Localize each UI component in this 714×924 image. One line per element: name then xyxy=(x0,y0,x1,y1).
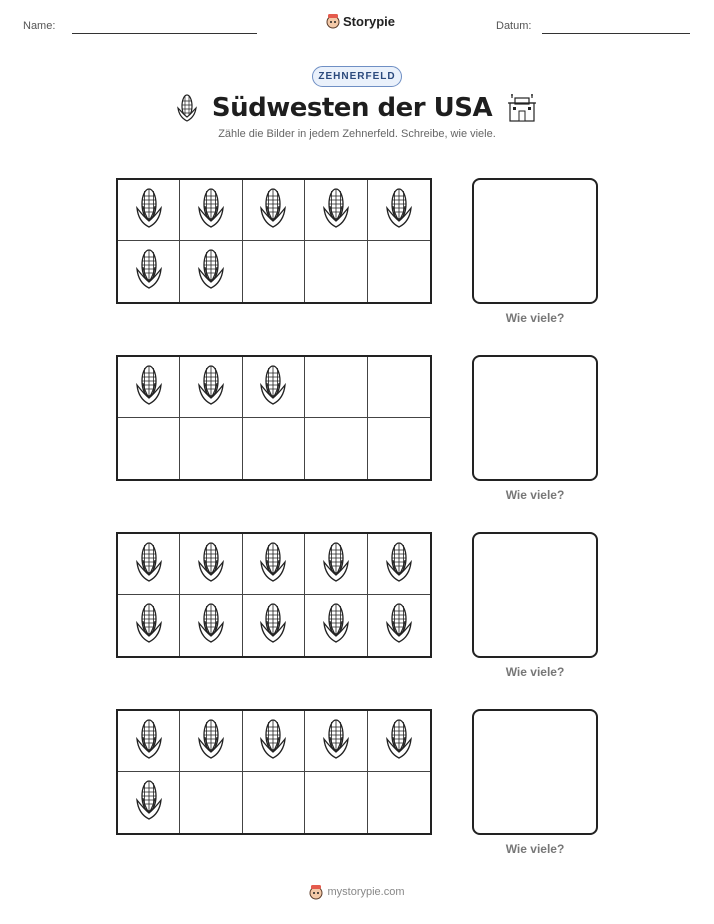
instructions: Zähle die Bilder in jedem Zehnerfeld. Schreibe, wie viele. xyxy=(218,128,496,140)
ten-frame-cell xyxy=(305,534,367,595)
corn-icon xyxy=(321,540,351,589)
ten-frame-cell xyxy=(180,357,242,418)
ten-frame-exercise xyxy=(0,355,714,515)
corn-icon xyxy=(258,186,288,235)
ten-frame-exercise xyxy=(0,709,714,869)
storypie-mascot-icon xyxy=(309,884,323,900)
corn-icon xyxy=(196,717,226,766)
corn-icon xyxy=(196,186,226,235)
ten-frame-cell xyxy=(180,772,242,833)
corn-icon xyxy=(134,601,164,650)
corn-icon xyxy=(134,247,164,296)
brand-logo xyxy=(326,13,395,29)
ten-frame-cell xyxy=(305,772,367,833)
corn-icon xyxy=(384,186,414,235)
corn-icon xyxy=(321,601,351,650)
ten-frame-cell xyxy=(243,418,305,479)
footer-url: mystorypie.com xyxy=(327,886,405,898)
ten-frame-cell xyxy=(368,357,430,418)
ten-frame-cell xyxy=(118,180,180,241)
ten-frame-cell xyxy=(305,241,367,302)
corn-icon xyxy=(258,601,288,650)
corn-icon xyxy=(134,778,164,827)
ten-frame-cell xyxy=(118,534,180,595)
name-label: Name: xyxy=(23,20,56,32)
ten-frame-cell xyxy=(368,241,430,302)
corn-icon xyxy=(384,717,414,766)
answer-box[interactable] xyxy=(472,178,598,304)
corn-icon xyxy=(196,363,226,412)
brand-name: Storypie xyxy=(343,13,396,29)
ten-frame-cell xyxy=(118,241,180,302)
ten-frame-cell xyxy=(305,595,367,656)
date-label: Datum: xyxy=(496,20,532,32)
ten-frame-cell xyxy=(243,595,305,656)
ten-frame xyxy=(116,532,432,658)
corn-icon xyxy=(321,186,351,235)
corn-icon xyxy=(196,601,226,650)
ten-frame-exercise xyxy=(0,532,714,692)
ten-frame-cell xyxy=(180,534,242,595)
ten-frame xyxy=(116,709,432,835)
ten-frame xyxy=(116,178,432,304)
ten-frame-cell xyxy=(368,180,430,241)
ten-frame-cell xyxy=(368,772,430,833)
corn-icon xyxy=(384,540,414,589)
ten-frame-cell xyxy=(180,595,242,656)
ten-frame-cell xyxy=(368,711,430,772)
ten-frame-cell xyxy=(118,711,180,772)
ten-frame-cell xyxy=(118,418,180,479)
answer-box[interactable] xyxy=(472,709,598,835)
date-line[interactable] xyxy=(542,33,690,34)
corn-icon xyxy=(321,717,351,766)
answer-box[interactable] xyxy=(472,355,598,481)
answer-label: Wie viele? xyxy=(505,665,565,679)
ten-frame-cell xyxy=(368,595,430,656)
corn-icon xyxy=(196,540,226,589)
corn-icon xyxy=(176,93,198,123)
answer-label: Wie viele? xyxy=(505,488,565,502)
ten-frame-cell xyxy=(305,418,367,479)
page-title: Südwesten der USA xyxy=(211,93,493,123)
ten-frame-cell xyxy=(243,711,305,772)
ten-frame-cell xyxy=(305,357,367,418)
footer xyxy=(0,884,714,900)
name-line[interactable] xyxy=(72,33,257,34)
answer-label: Wie viele? xyxy=(505,842,565,856)
ten-frame-cell xyxy=(368,534,430,595)
corn-icon xyxy=(384,601,414,650)
corn-icon xyxy=(258,540,288,589)
worksheet-type-badge: ZEHNERFELD xyxy=(312,66,402,87)
ten-frame-cell xyxy=(180,180,242,241)
corn-icon xyxy=(196,247,226,296)
corn-icon xyxy=(258,363,288,412)
corn-icon xyxy=(134,540,164,589)
ten-frame-cell xyxy=(368,418,430,479)
ten-frame-cell xyxy=(180,711,242,772)
corn-icon xyxy=(134,717,164,766)
ten-frame-exercise xyxy=(0,178,714,338)
ten-frame-cell xyxy=(180,418,242,479)
ten-frame xyxy=(116,355,432,481)
ten-frame-cell xyxy=(118,772,180,833)
ten-frame-cell xyxy=(243,180,305,241)
corn-icon xyxy=(258,717,288,766)
corn-icon xyxy=(134,363,164,412)
title-row xyxy=(0,90,714,126)
ten-frame-cell xyxy=(305,711,367,772)
answer-label: Wie viele? xyxy=(505,311,565,325)
ten-frame-cell xyxy=(243,772,305,833)
ten-frame-cell xyxy=(180,241,242,302)
answer-box[interactable] xyxy=(472,532,598,658)
storypie-mascot-icon xyxy=(326,13,340,29)
ten-frame-cell xyxy=(243,357,305,418)
adobe-building-icon xyxy=(506,93,538,123)
ten-frame-cell xyxy=(305,180,367,241)
ten-frame-cell xyxy=(243,241,305,302)
ten-frame-cell xyxy=(118,357,180,418)
ten-frame-cell xyxy=(118,595,180,656)
ten-frame-cell xyxy=(243,534,305,595)
corn-icon xyxy=(134,186,164,235)
